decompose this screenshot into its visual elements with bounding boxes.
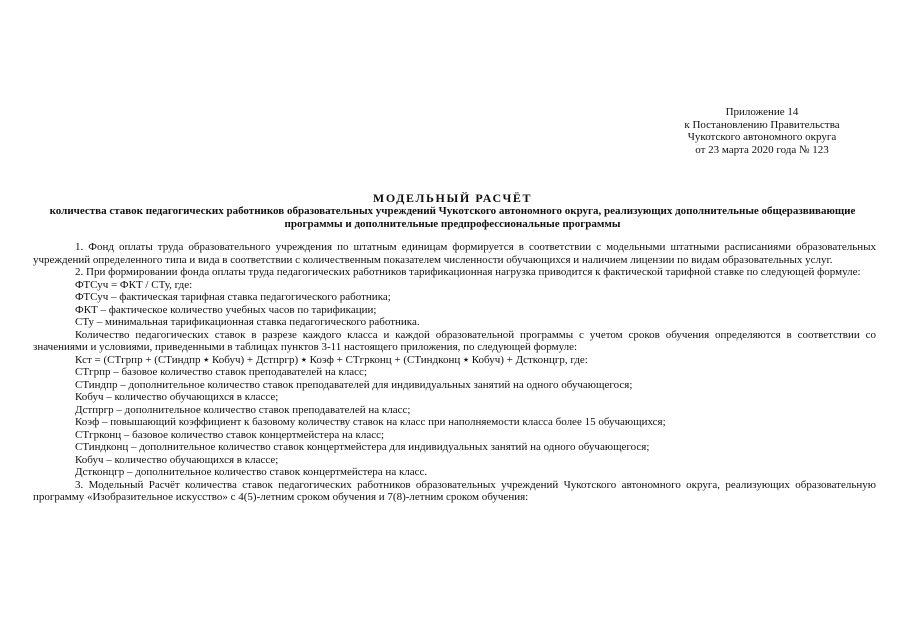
document-body [33, 241, 876, 504]
document-title: МОДЕЛЬНЫЙ РАСЧЁТ [372, 191, 533, 205]
definition: СТу – минимальная тарификационная ставка педагогического работника. [75, 316, 420, 328]
appendix-line: Приложение 14 [725, 106, 799, 118]
paragraph: 2. При формировании фонда оплаты труда педагогических работников тарификационная нагрузка приводится к фактической тарифной ставке по следующей формуле: [75, 266, 861, 278]
appendix-line: Чукотского автономного округа [687, 131, 837, 143]
appendix-line: от 23 марта 2020 года № 123 [695, 143, 829, 156]
formula: ФТСуч = ФКТ / СТу, где: [75, 278, 193, 291]
definition: Дстпргр – дополнительное количество ставок преподавателей на класс; [75, 403, 411, 416]
definition: СТгрпр – базовое количество ставок преподавателей на класс; [75, 366, 367, 378]
appendix-header [632, 106, 892, 156]
definition: Коэф – повышающий коэффициент к базовому количеству ставок на класс при наполняемости класса более 15 обучающихся; [75, 416, 666, 428]
definition: СТгрконц – базовое количество ставок концертмейстера на класс; [75, 428, 385, 441]
paragraph: 3. Модельный Расчёт количества ставок педагогических работников образовательных учреждений Чукотского автономного округа, реализующих образовательную программу «Изобразительное искусство» с 4(5)-летним сроком обучения и 7(8)-летним сроком обучения: [33, 478, 876, 503]
formula: Кст = (СТгрпр + (СТиндпр ٭ Кобуч) + Дстпргр) ٭ Коэф + СТгрконц + (СТиндконц ٭ Кобуч) + Дстконцгр, где: [75, 353, 588, 366]
definition: ФКТ – фактическое количество учебных часов по тарификации; [75, 303, 377, 316]
appendix-line: к Постановлению Правительства [684, 118, 840, 131]
definition: Дстконцгр – дополнительное количество ставок концертмейстера на класс. [75, 466, 428, 478]
paragraph: 1. Фонд оплаты труда образовательного учреждения по штатным единицам формируется в соответствии с модельными штатными расписаниями образовательных учреждений определенного типа и вида в соответствии с количественным показателем численности обучающихся и наличием лицензии по видам образовательных услуг. [33, 241, 876, 266]
definition: Кобуч – количество обучающихся в классе; [75, 391, 279, 403]
definition: СТиндконц – дополнительное количество ставок концертмейстера для индивидуальных занятий на одного обучающегося; [75, 441, 650, 453]
definition: СТиндпр – дополнительное количество ставок преподавателей для индивидуальных занятий на одного обучающегося; [75, 378, 633, 391]
definition: Кобуч – количество обучающихся в классе; [75, 453, 279, 466]
definition: ФТСуч – фактическая тарифная ставка педагогического работника; [75, 291, 391, 303]
document-subtitle: количества ставок педагогических работников образовательных учреждений Чукотского автономного округа, реализующих дополнительные общеразвивающие программы и дополнительные предпрофессиональные программы [49, 205, 856, 230]
paragraph: Количество педагогических ставок в разрезе каждого класса и каждой образовательной программы с учетом сроков обучения определяются в соответствии со значениями и условиями, приведенными в таблицах пунктов 3-11 настоящего приложения, по следующей формуле: [33, 328, 876, 353]
